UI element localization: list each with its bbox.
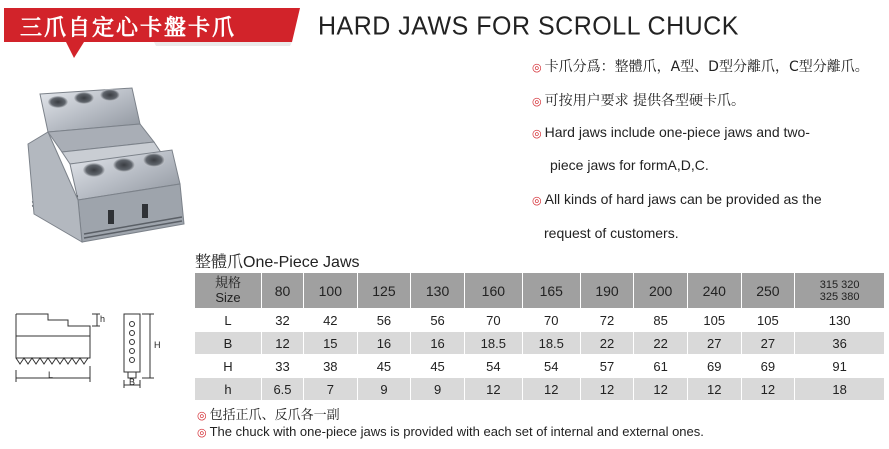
table-cell: 12 — [634, 378, 688, 401]
table-cell: 105 — [742, 309, 796, 332]
table-cell: 57 — [581, 355, 635, 378]
dim-label-b: B — [129, 377, 136, 387]
dim-label-l: L — [48, 370, 54, 380]
note-item: ◎ 卡爪分爲：整體爪，A型、D型分離爪，C型分離爪。 — [532, 59, 869, 75]
table-cell: 22 — [634, 332, 688, 355]
table-cell: 69 — [688, 355, 742, 378]
table-row — [195, 309, 885, 332]
header-size-cell: 240 — [688, 273, 742, 309]
table-cell: 12 — [742, 378, 796, 401]
page-title: HARD JAWS FOR SCROLL CHUCK — [318, 11, 739, 41]
header-size-label: 規格 Size — [195, 273, 262, 309]
table-cell: 27 — [688, 332, 742, 355]
table-cell: 130 — [795, 309, 885, 332]
table-cell: 18.5 — [523, 332, 581, 355]
table-row — [195, 378, 885, 401]
table-cell: 91 — [795, 355, 885, 378]
header-size-cell: 165 — [523, 273, 581, 309]
table-cell: 12 — [688, 378, 742, 401]
table-cell: 54 — [465, 355, 523, 378]
header-size-cell: 190 — [581, 273, 635, 309]
table-cell: 45 — [358, 355, 412, 378]
header-size-cell: 315 320 325 380 — [795, 273, 885, 309]
bullet-icon: ◎ — [532, 96, 542, 108]
row-label: h — [195, 378, 262, 401]
table-cell: 9 — [411, 378, 465, 401]
table-cell: 6.5 — [262, 378, 304, 401]
bullet-icon: ◎ — [197, 410, 207, 422]
table-cell: 72 — [581, 309, 635, 332]
table-cell: 9 — [358, 378, 412, 401]
table-row — [195, 332, 885, 355]
header-size-cell: 130 — [411, 273, 465, 309]
footer-notes — [197, 407, 704, 441]
header-size-cell: 250 — [742, 273, 796, 309]
note-item: ◎ Hard jaws include one-piece jaws and two- — [532, 124, 810, 140]
table-cell: 27 — [742, 332, 796, 355]
dimension-drawing — [8, 300, 184, 390]
footer-line-cn: ◎ 包括正爪、反爪各一副 — [197, 408, 340, 423]
table-cell: 105 — [688, 309, 742, 332]
jaws-illustration — [22, 84, 222, 252]
section-title: 整體爪One-Piece Jaws — [195, 252, 360, 271]
note-item: ◎ All kinds of hard jaws can be provided as the — [532, 191, 822, 207]
jaw-product-image — [22, 84, 222, 252]
table-cell: 61 — [634, 355, 688, 378]
bullet-icon: ◎ — [532, 128, 542, 140]
dim-label-h-small: h — [100, 314, 106, 324]
table-header-row — [195, 273, 885, 309]
table-cell: 56 — [358, 309, 412, 332]
note-item-continued: request of customers. — [544, 225, 679, 241]
table-cell: 12 — [581, 378, 635, 401]
table-cell: 70 — [465, 309, 523, 332]
header-size-cell: 100 — [304, 273, 358, 309]
table-cell: 16 — [411, 332, 465, 355]
table-cell: 22 — [581, 332, 635, 355]
header-size-cell: 80 — [262, 273, 304, 309]
row-label: L — [195, 309, 262, 332]
header-size-cell: 125 — [358, 273, 412, 309]
table-cell: 16 — [358, 332, 412, 355]
table-cell: 54 — [523, 355, 581, 378]
table-cell: 45 — [411, 355, 465, 378]
table-cell: 85 — [634, 309, 688, 332]
table-cell: 70 — [523, 309, 581, 332]
table-cell: 42 — [304, 309, 358, 332]
bullet-icon: ◎ — [532, 62, 542, 74]
table-cell: 18.5 — [465, 332, 523, 355]
table-cell: 12 — [465, 378, 523, 401]
table-cell: 56 — [411, 309, 465, 332]
table-cell: 12 — [523, 378, 581, 401]
dim-label-h-big: H — [154, 340, 161, 350]
note-item: ◎ 可按用户要求 提供各型硬卡爪。 — [532, 93, 746, 109]
table-cell: 38 — [304, 355, 358, 378]
table-cell: 15 — [304, 332, 358, 355]
row-label: B — [195, 332, 262, 355]
table-cell: 33 — [262, 355, 304, 378]
table-row — [195, 355, 885, 378]
header-size-cell: 160 — [465, 273, 523, 309]
table-cell: 18 — [795, 378, 885, 401]
table-cell: 69 — [742, 355, 796, 378]
banner-title-cn: 三爪自定心卡盤卡爪 — [20, 16, 237, 41]
table-cell: 36 — [795, 332, 885, 355]
header-size-cell: 200 — [634, 273, 688, 309]
bullet-icon: ◎ — [197, 427, 207, 439]
table-cell: 12 — [262, 332, 304, 355]
note-item-continued: piece jaws for formA,D,C. — [550, 157, 709, 173]
bullet-icon: ◎ — [532, 195, 542, 207]
row-label: H — [195, 355, 262, 378]
title-banner — [4, 6, 304, 42]
table-cell: 32 — [262, 309, 304, 332]
table-cell: 7 — [304, 378, 358, 401]
spec-table — [195, 273, 885, 401]
footer-line-en: ◎ The chuck with one-piece jaws is provided with each set of internal and external ones. — [197, 424, 704, 439]
